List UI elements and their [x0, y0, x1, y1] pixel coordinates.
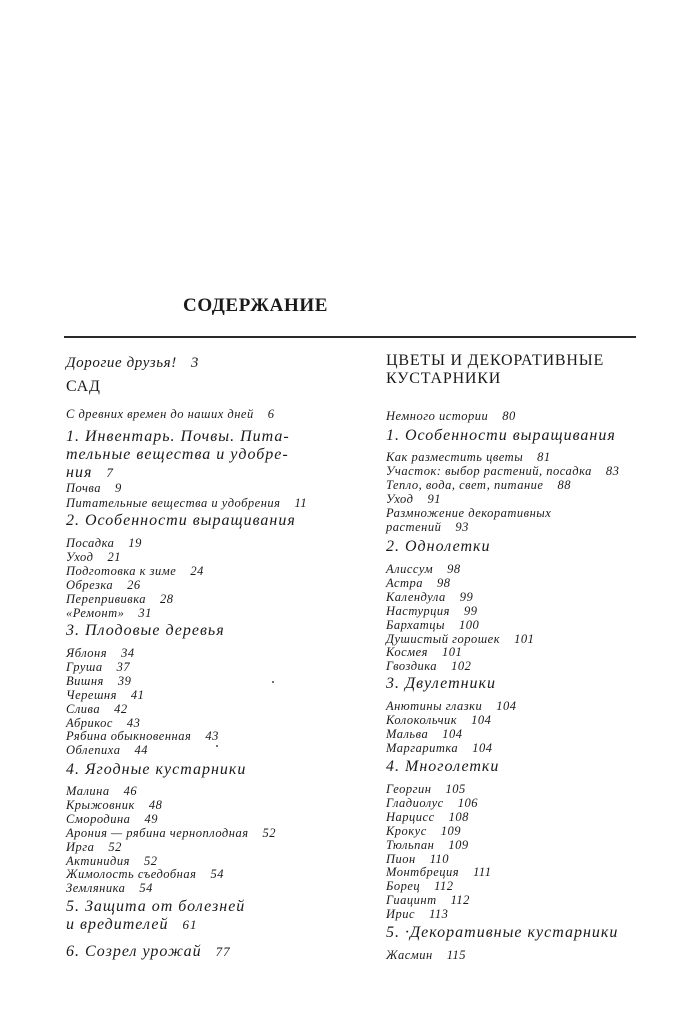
page-number: 44 — [134, 743, 148, 758]
page-number: 80 — [502, 409, 516, 423]
chapter-heading-6[interactable] — [66, 943, 231, 961]
page-number: 21 — [107, 549, 121, 564]
entry-title: Жимолость съедобная — [66, 867, 197, 882]
toc-entry[interactable] — [66, 496, 307, 510]
entry-title: Крыжовник — [66, 797, 135, 812]
page-number: 98 — [437, 575, 451, 590]
toc-entry[interactable] — [66, 812, 158, 826]
toc-entry[interactable] — [66, 646, 135, 660]
toc-entry[interactable] — [386, 865, 492, 879]
page-number: 54 — [210, 867, 224, 882]
page-number: 61 — [182, 917, 198, 932]
entry-title: Рябина обыкновенная — [66, 729, 192, 744]
chapter-heading-4[interactable]: 4. Ягодные кустарники — [66, 761, 247, 778]
toc-entry[interactable] — [66, 688, 144, 702]
page-number: 83 — [605, 464, 620, 478]
toc-entry-history[interactable] — [66, 407, 274, 421]
entry-title: растений — [386, 520, 442, 534]
toc-entry[interactable] — [66, 702, 128, 716]
print-speck — [272, 681, 274, 683]
toc-entry[interactable] — [66, 674, 131, 688]
toc-entry[interactable] — [386, 713, 491, 727]
page-number: 108 — [448, 809, 469, 824]
entry-title: Земляника — [66, 881, 126, 896]
entry-title: Дорогие друзья! — [66, 355, 177, 371]
toc-entry[interactable] — [66, 840, 122, 854]
toc-entry[interactable] — [386, 590, 473, 604]
toc-entry[interactable] — [66, 716, 140, 730]
page-number: 31 — [138, 605, 152, 620]
page-number: 102 — [451, 659, 472, 674]
page-number: 42 — [114, 701, 128, 716]
toc-entry[interactable] — [66, 578, 141, 592]
entry-title: Перепрививка — [66, 591, 147, 606]
entry-title: Монтбреция — [386, 865, 460, 880]
toc-entry[interactable] — [66, 550, 121, 564]
chapter-heading-1[interactable]: 1. Инвентарь. Почвы. Пита- — [66, 428, 290, 445]
entry-title: ния — [66, 464, 93, 481]
page-title: СОДЕРЖАНИЕ — [183, 295, 328, 316]
entry-title: Актинидия — [66, 853, 130, 868]
entry-title: Арония — рябина черноплодная — [66, 825, 249, 840]
page-number: 104 — [442, 726, 463, 741]
part-heading-garden: САД — [66, 378, 101, 395]
page-number: 104 — [496, 699, 517, 713]
entry-title: Жасмин — [386, 948, 433, 962]
page-number: 7 — [106, 465, 114, 480]
toc-entry[interactable] — [66, 660, 130, 674]
entry-title: Алиссум — [386, 562, 434, 576]
toc-entry[interactable] — [66, 826, 276, 840]
page-number: 37 — [116, 659, 131, 674]
page-number: 6 — [267, 407, 275, 421]
chapter-heading-5[interactable]: 5. Защита от болезней — [66, 898, 246, 915]
entry-title: Обрезка — [66, 577, 114, 592]
entry-title: Тепло, вода, свет, питание — [386, 478, 544, 492]
page-number: 91 — [427, 492, 441, 506]
toc-entry[interactable] — [386, 796, 478, 810]
entry-title: Уход — [386, 492, 414, 506]
toc-entry[interactable] — [386, 699, 517, 713]
page-number: 115 — [446, 948, 467, 962]
toc-entry[interactable] — [386, 907, 448, 921]
toc-entry[interactable] — [386, 727, 462, 741]
entry-title: Душистый горошек — [386, 631, 501, 646]
page-number: 54 — [139, 881, 153, 896]
title-rule — [64, 336, 636, 338]
chapter-heading-2[interactable]: 2. Особенности выращивания — [66, 512, 296, 529]
page-number: 41 — [130, 687, 145, 702]
entry-title: Крокус — [386, 823, 427, 838]
page-number: 101 — [514, 631, 535, 646]
toc-entry[interactable] — [66, 481, 122, 495]
page-number: 19 — [128, 536, 142, 550]
entry-title: Астра — [386, 575, 424, 590]
entry-title: Ирга — [66, 839, 95, 854]
chapter-heading-5-end[interactable] — [66, 916, 197, 934]
toc-entry[interactable] — [66, 784, 137, 798]
page-number: 77 — [215, 944, 231, 959]
entry-title: Настурция — [386, 603, 450, 618]
page-number: 46 — [123, 784, 138, 798]
entry-title: С древних времен до наших дней — [66, 407, 254, 421]
page-number: 93 — [455, 520, 469, 534]
page-number: 52 — [262, 825, 277, 840]
chapter-heading-1[interactable]: 1. Особенности выращивания — [386, 427, 616, 444]
entry-title: Малина — [66, 784, 110, 798]
chapter-heading-3[interactable]: 3. Двулетники — [386, 675, 497, 692]
entry-title: 6. Созрел урожай — [66, 943, 202, 960]
entry-title: Уход — [66, 549, 94, 564]
toc-entry[interactable] — [386, 659, 471, 673]
entry-title: Яблоня — [66, 646, 108, 660]
toc-entry[interactable] — [386, 810, 469, 824]
chapter-heading-5[interactable]: 5. ·Декоративные кустарники — [386, 924, 619, 941]
entry-title: Гладиолус — [386, 795, 444, 810]
page-number: 100 — [459, 617, 480, 632]
entry-title: Календула — [386, 589, 446, 604]
page-number: 99 — [464, 603, 478, 618]
entry-title: и вредителей — [66, 916, 169, 933]
page-number: 39 — [117, 673, 132, 688]
entry-title: Вишня — [66, 673, 104, 688]
toc-entry[interactable] — [66, 606, 152, 620]
chapter-heading-1-cont[interactable]: тельные вещества и удобре- — [66, 446, 289, 463]
part-heading-flowers-cont: КУСТАРНИКИ — [386, 370, 502, 387]
entry-title: Георгин — [386, 782, 432, 796]
toc-entry[interactable] — [386, 879, 454, 893]
toc-entry[interactable]: Размножение декоративных — [386, 506, 552, 520]
toc-entry[interactable] — [386, 741, 492, 755]
toc-entry[interactable] — [386, 838, 469, 852]
page-number: 9 — [115, 481, 122, 495]
toc-entry[interactable] — [386, 618, 479, 632]
entry-title: Колокольчик — [386, 712, 458, 727]
page-number: 88 — [557, 478, 571, 492]
entry-title: Подготовка к зиме — [66, 563, 177, 578]
page-number: 111 — [473, 865, 492, 880]
entry-title: Посадка — [66, 536, 115, 550]
entry-title: Облепиха — [66, 743, 121, 758]
entry-title: «Ремонт» — [66, 605, 125, 620]
toc-entry[interactable] — [66, 798, 162, 812]
page-number: 109 — [448, 837, 469, 852]
entry-title: Бархатцы — [386, 617, 445, 632]
chapter-heading-3[interactable]: 3. Плодовые деревья — [66, 622, 225, 639]
page-number: 34 — [121, 646, 135, 660]
toc-entry[interactable] — [66, 564, 204, 578]
toc-entry[interactable] — [386, 824, 461, 838]
page-number: 105 — [445, 782, 466, 796]
toc-entry[interactable] — [386, 604, 478, 618]
entry-title: Мальва — [386, 726, 429, 741]
entry-title: Абрикос — [66, 715, 113, 730]
entry-title: Немного истории — [386, 409, 489, 423]
entry-title: Почва — [66, 481, 102, 495]
page-number: 104 — [471, 712, 492, 727]
page-number: 48 — [148, 797, 163, 812]
page-number: 110 — [429, 851, 450, 866]
page-number: 28 — [160, 591, 174, 606]
entry-title: Питательные вещества и удобрения — [66, 496, 281, 510]
chapter-heading-4[interactable]: 4. Многолетки — [386, 758, 500, 775]
page-number: 52 — [143, 853, 158, 868]
page-number: 81 — [537, 450, 551, 464]
toc-entry[interactable] — [66, 867, 224, 881]
print-speck — [216, 745, 218, 747]
part-heading-flowers: ЦВЕТЫ И ДЕКОРАТИВНЫЕ — [386, 352, 605, 369]
toc-entry[interactable] — [66, 536, 142, 550]
entry-title: Участок: выбор растений, посадка — [386, 464, 592, 478]
page-number: 98 — [447, 562, 461, 576]
page-number: 101 — [441, 645, 463, 660]
toc-entry[interactable] — [66, 881, 153, 895]
entry-title: Ирис — [386, 907, 416, 922]
entry-title: Гвоздика — [386, 659, 438, 674]
page-number: 104 — [472, 740, 493, 755]
entry-title: Борец — [386, 879, 421, 894]
chapter-heading-2[interactable]: 2. Однолетки — [386, 538, 491, 555]
toc-entry[interactable] — [386, 852, 449, 866]
chapter-heading-1-end[interactable] — [66, 464, 114, 482]
toc-entry[interactable] — [66, 854, 157, 868]
toc-entry[interactable] — [66, 592, 174, 606]
page-number: 52 — [108, 839, 122, 854]
page-number: 112 — [450, 893, 470, 908]
entry-title: Космея — [386, 645, 428, 660]
page-number: 49 — [144, 811, 158, 826]
page-number: 113 — [429, 907, 449, 922]
toc-entry[interactable] — [386, 576, 451, 590]
entry-title: Маргаритка — [386, 740, 459, 755]
entry-title: Тюльпан — [386, 837, 435, 852]
page-number: 11 — [294, 496, 308, 510]
page-number: 24 — [190, 563, 204, 578]
toc-entry[interactable] — [386, 478, 571, 492]
entry-title: Смородина — [66, 811, 131, 826]
entry-title: Нарцисс — [386, 809, 435, 824]
page-number: 112 — [434, 879, 454, 894]
entry-title: Черешня — [66, 687, 117, 702]
toc-entry[interactable] — [386, 492, 441, 506]
entry-title: Гиацинт — [386, 893, 437, 908]
toc-entry[interactable] — [386, 464, 619, 478]
toc-entry[interactable] — [386, 893, 470, 907]
toc-entry[interactable] — [386, 562, 461, 576]
page-number: 109 — [440, 823, 461, 838]
entry-title: Груша — [66, 659, 103, 674]
toc-entry-history[interactable] — [386, 409, 516, 423]
entry-title: Пион — [386, 851, 416, 866]
toc-entry-intro[interactable] — [66, 355, 199, 372]
page-number: 99 — [459, 589, 474, 604]
toc-entry[interactable] — [66, 743, 148, 757]
toc-entry[interactable] — [386, 450, 551, 464]
page-number: 26 — [127, 577, 141, 592]
page-number: 43 — [205, 729, 219, 744]
page-number: 43 — [126, 715, 141, 730]
toc-entry[interactable] — [386, 948, 466, 962]
toc-entry[interactable] — [386, 782, 466, 796]
toc-entry[interactable] — [66, 729, 219, 743]
entry-title: Как разместить цветы — [386, 450, 524, 464]
toc-entry[interactable] — [386, 632, 534, 646]
toc-entry-cont[interactable] — [386, 520, 469, 534]
page-number: 3 — [190, 355, 199, 371]
entry-title: Анютины глазки — [386, 699, 483, 713]
entry-title: Слива — [66, 701, 101, 716]
page-number: 106 — [457, 795, 478, 810]
toc-entry[interactable] — [386, 645, 462, 659]
